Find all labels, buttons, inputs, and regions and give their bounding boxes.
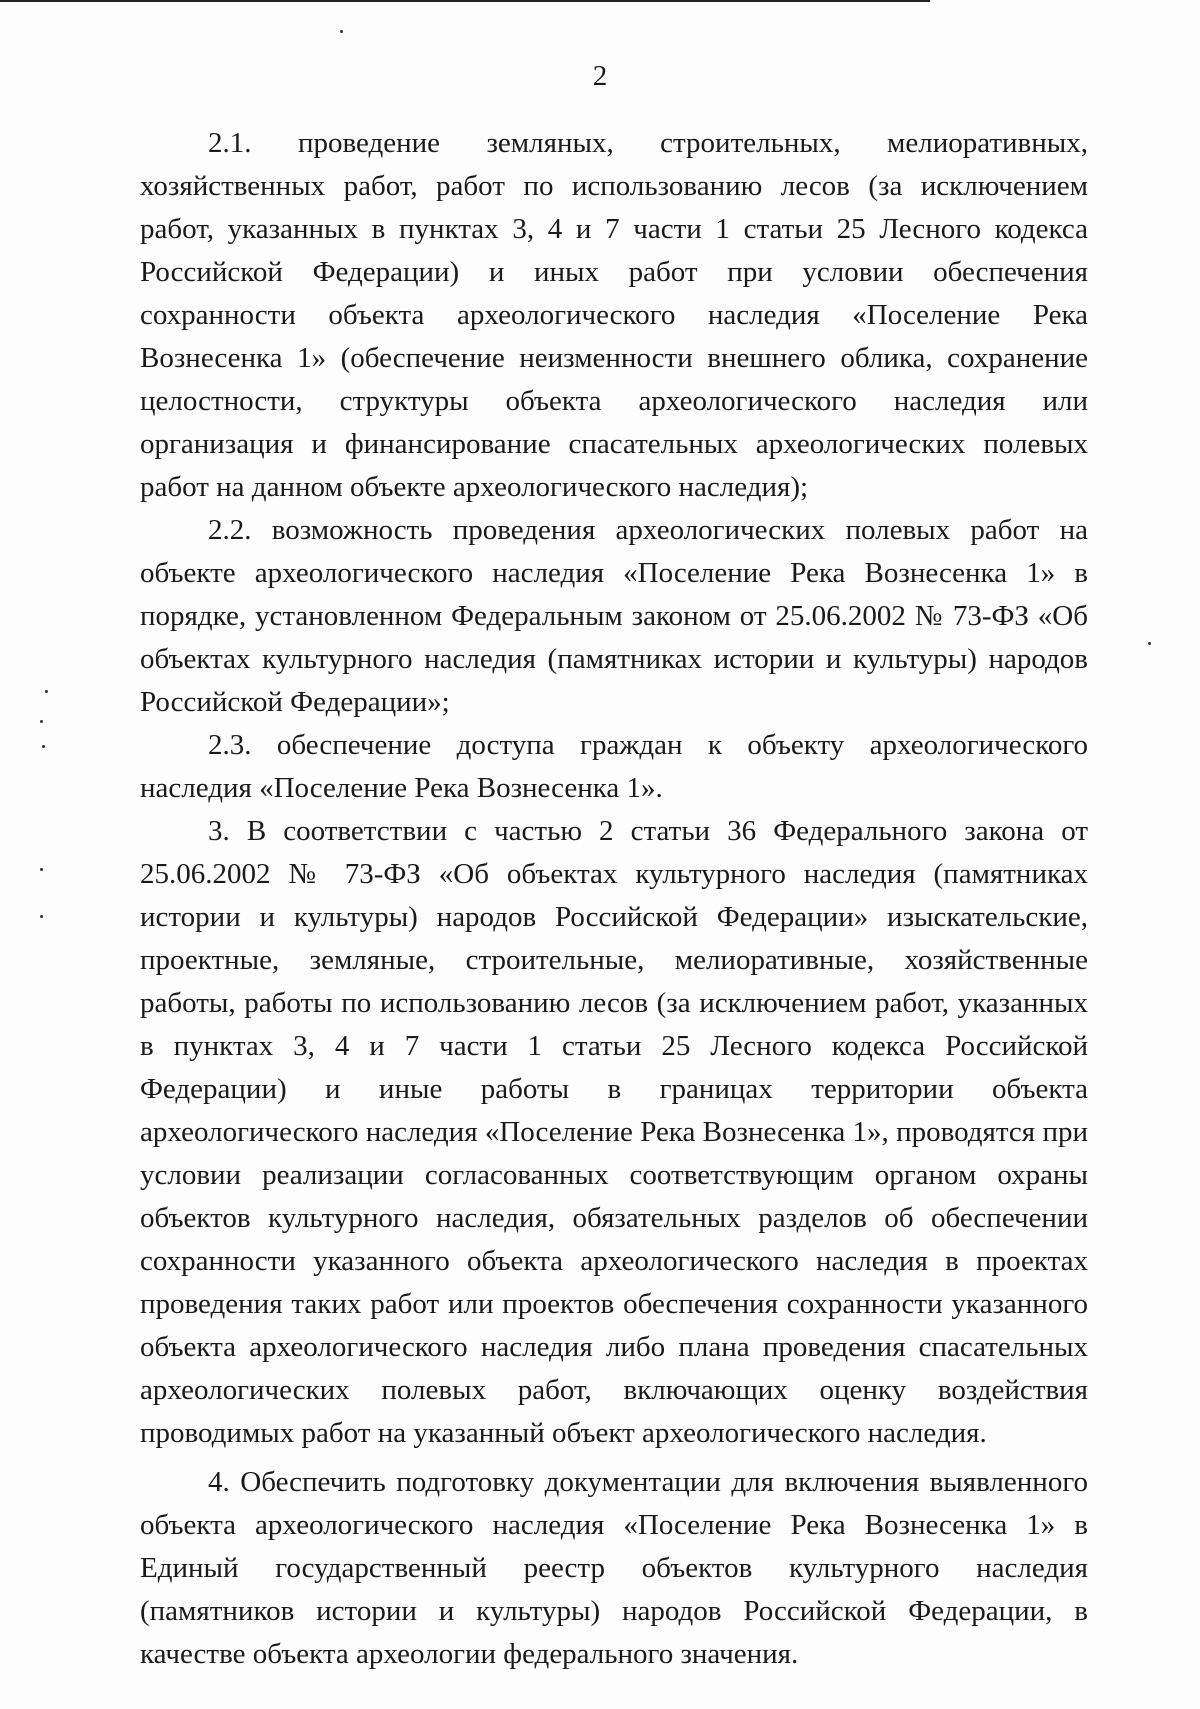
paragraph-3: 3. В соответствии с частью 2 статьи 36 Федерального закона от 25.06.2002 № 73-ФЗ «Об объектах культурного наследия (памятниках истории и культуры) народов Российской Федерации» изыскательские, проектные, земляные, строительные, мелиоративные, хозяйственные работы, работы по использованию лесов (за исключением работ, указанных в пунктах 3, 4 и 7 части 1 статьи 25 Лесного кодекса Российской Федерации) и иные работы в границах территории объекта археологического наследия «Поселение Река Вознесенка 1», проводятся при условии реализации согласованных соответствующим органом охраны объектов культурного наследия, обязательных разделов об обеспечении сохранности указанного объекта археологического наследия в проектах проведения таких работ или проектов обеспечения сохранности указанного объекта археологического наследия либо плана проведения спасательных археологических полевых работ, включающих оценку воздействия проводимых работ на указанный объект археологического наследия. <box>140 815 1088 1449</box>
paragraph-2-3: 2.3. обеспечение доступа граждан к объекту археологического наследия «Поселение Река Вознесенка 1». <box>140 729 1088 804</box>
paragraph-2-2: 2.2. возможность проведения археологических полевых работ на объекте археологического наследия «Поселение Река Вознесенка 1» в порядке, установленном Федеральным законом от 25.06.2002 № 73-ФЗ «Об объектах культурного наследия (памятниках истории и культуры) народов Российской Федерации»; <box>140 514 1088 718</box>
paragraph-4: 4. Обеспечить подготовку документации для включения выявленного объекта археологического наследия «Поселение Река Вознесенка 1» в Единый государственный реестр объектов культурного наследия (памятников истории и культуры) народов Российской Федерации, в качестве объекта археологии федерального значения. <box>140 1466 1088 1670</box>
scan-top-border <box>0 0 930 2</box>
paragraph-2-1: 2.1. проведение земляных, строительных, мелиоративных, хозяйственных работ, работ по использованию лесов (за исключением работ, указанных в пунктах 3, 4 и 7 части 1 статьи 25 Лесного кодекса Российской Федерации) и иных работ при условии обеспечения сохранности объекта археологического наследия «Поселение Река Вознесенка 1» (обеспечение неизменности внешнего облика, сохранение целостности, структуры объекта археологического наследия или организация и финансирование спасательных археологических полевых работ на данном объекте археологического наследия); <box>140 127 1088 503</box>
document-body <box>140 122 1088 1676</box>
page-number: 2 <box>592 60 608 92</box>
